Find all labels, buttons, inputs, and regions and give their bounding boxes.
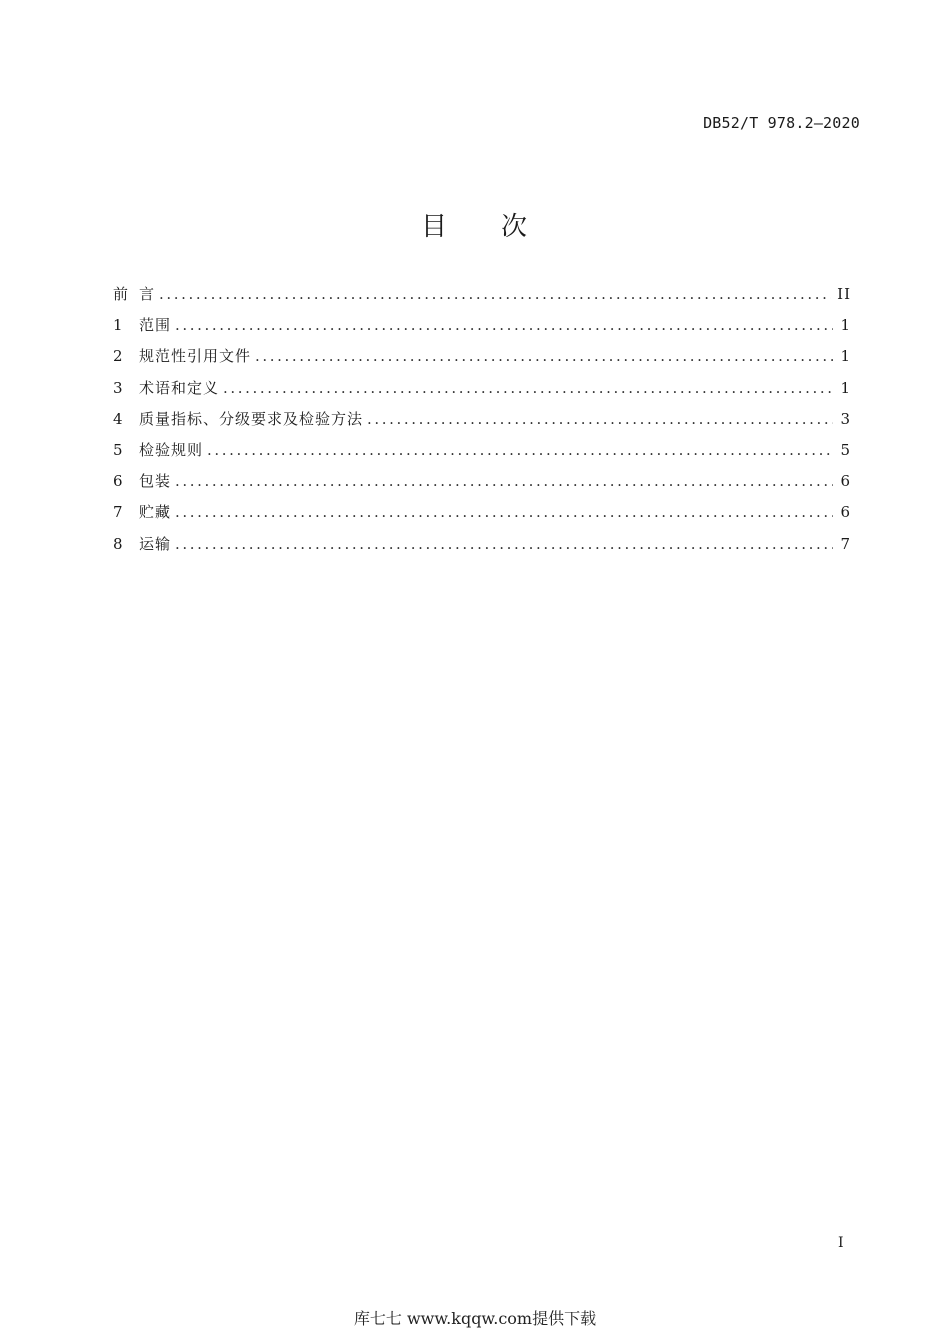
toc-entry-page: 6 bbox=[840, 503, 851, 522]
toc-entry-page: 6 bbox=[840, 472, 851, 491]
toc-entry-page: 1 bbox=[840, 316, 851, 335]
title-char-1: 目 bbox=[420, 212, 449, 242]
toc-entry-label: 贮藏 bbox=[139, 503, 172, 522]
toc-leader-dots bbox=[255, 347, 833, 365]
toc-entry-number: 1 bbox=[113, 316, 123, 335]
toc-entry-page: 1 bbox=[840, 347, 851, 366]
toc-entry-number: 7 bbox=[113, 503, 123, 522]
toc-entry-page: 3 bbox=[840, 409, 851, 428]
toc-entry-packaging[interactable] bbox=[113, 470, 851, 501]
toc-entry-scope[interactable] bbox=[113, 314, 851, 345]
page-title bbox=[0, 206, 950, 243]
toc-entry-number: 6 bbox=[113, 472, 123, 491]
toc-leader-dots bbox=[175, 535, 833, 553]
toc-entry-inspection-rules[interactable] bbox=[113, 439, 851, 470]
toc-entry-page: 1 bbox=[840, 378, 851, 397]
toc-entry-number: 4 bbox=[113, 409, 123, 428]
toc-entry-page: II bbox=[837, 285, 851, 303]
toc-leader-dots bbox=[175, 316, 833, 334]
page-number: I bbox=[838, 1235, 844, 1251]
toc-leader-dots bbox=[223, 379, 833, 397]
toc-entry-label: 规范性引用文件 bbox=[139, 347, 252, 366]
toc-leader-dots bbox=[175, 472, 833, 490]
watermark-text: 库七七 www.kqqw.com提供下载 bbox=[353, 1309, 597, 1328]
document-code: DB52/T 978.2—2020 bbox=[703, 114, 860, 132]
toc-entry-label: 范围 bbox=[139, 316, 172, 335]
toc-entry-number: 3 bbox=[113, 378, 123, 397]
toc-entry-number: 2 bbox=[113, 347, 123, 366]
toc-leader-dots bbox=[159, 285, 831, 303]
toc-entry-label: 包装 bbox=[139, 472, 172, 491]
toc-entry-number: 前 bbox=[113, 285, 129, 303]
toc-entry-label: 术语和定义 bbox=[139, 378, 220, 397]
toc-entry-label: 运输 bbox=[139, 534, 172, 553]
toc-entry-storage[interactable] bbox=[113, 501, 851, 532]
toc-entry-quality-indicators[interactable] bbox=[113, 408, 851, 439]
table-of-contents bbox=[113, 283, 851, 564]
toc-entry-label: 质量指标、分级要求及检验方法 bbox=[139, 409, 364, 428]
toc-entry-page: 5 bbox=[840, 440, 851, 459]
toc-leader-dots bbox=[207, 441, 833, 459]
toc-entry-normative-references[interactable] bbox=[113, 345, 851, 376]
title-char-2: 次 bbox=[501, 212, 530, 242]
toc-entry-number: 8 bbox=[113, 534, 123, 553]
toc-leader-dots bbox=[175, 503, 833, 521]
toc-entry-transport[interactable] bbox=[113, 533, 851, 564]
toc-entry-label: 检验规则 bbox=[139, 440, 204, 459]
toc-entry-foreword[interactable] bbox=[113, 283, 851, 314]
toc-entry-page: 7 bbox=[840, 534, 851, 553]
toc-entry-number: 5 bbox=[113, 440, 123, 459]
toc-entry-terms-definitions[interactable] bbox=[113, 377, 851, 408]
toc-leader-dots bbox=[367, 410, 833, 428]
toc-entry-label: 言 bbox=[139, 285, 156, 303]
